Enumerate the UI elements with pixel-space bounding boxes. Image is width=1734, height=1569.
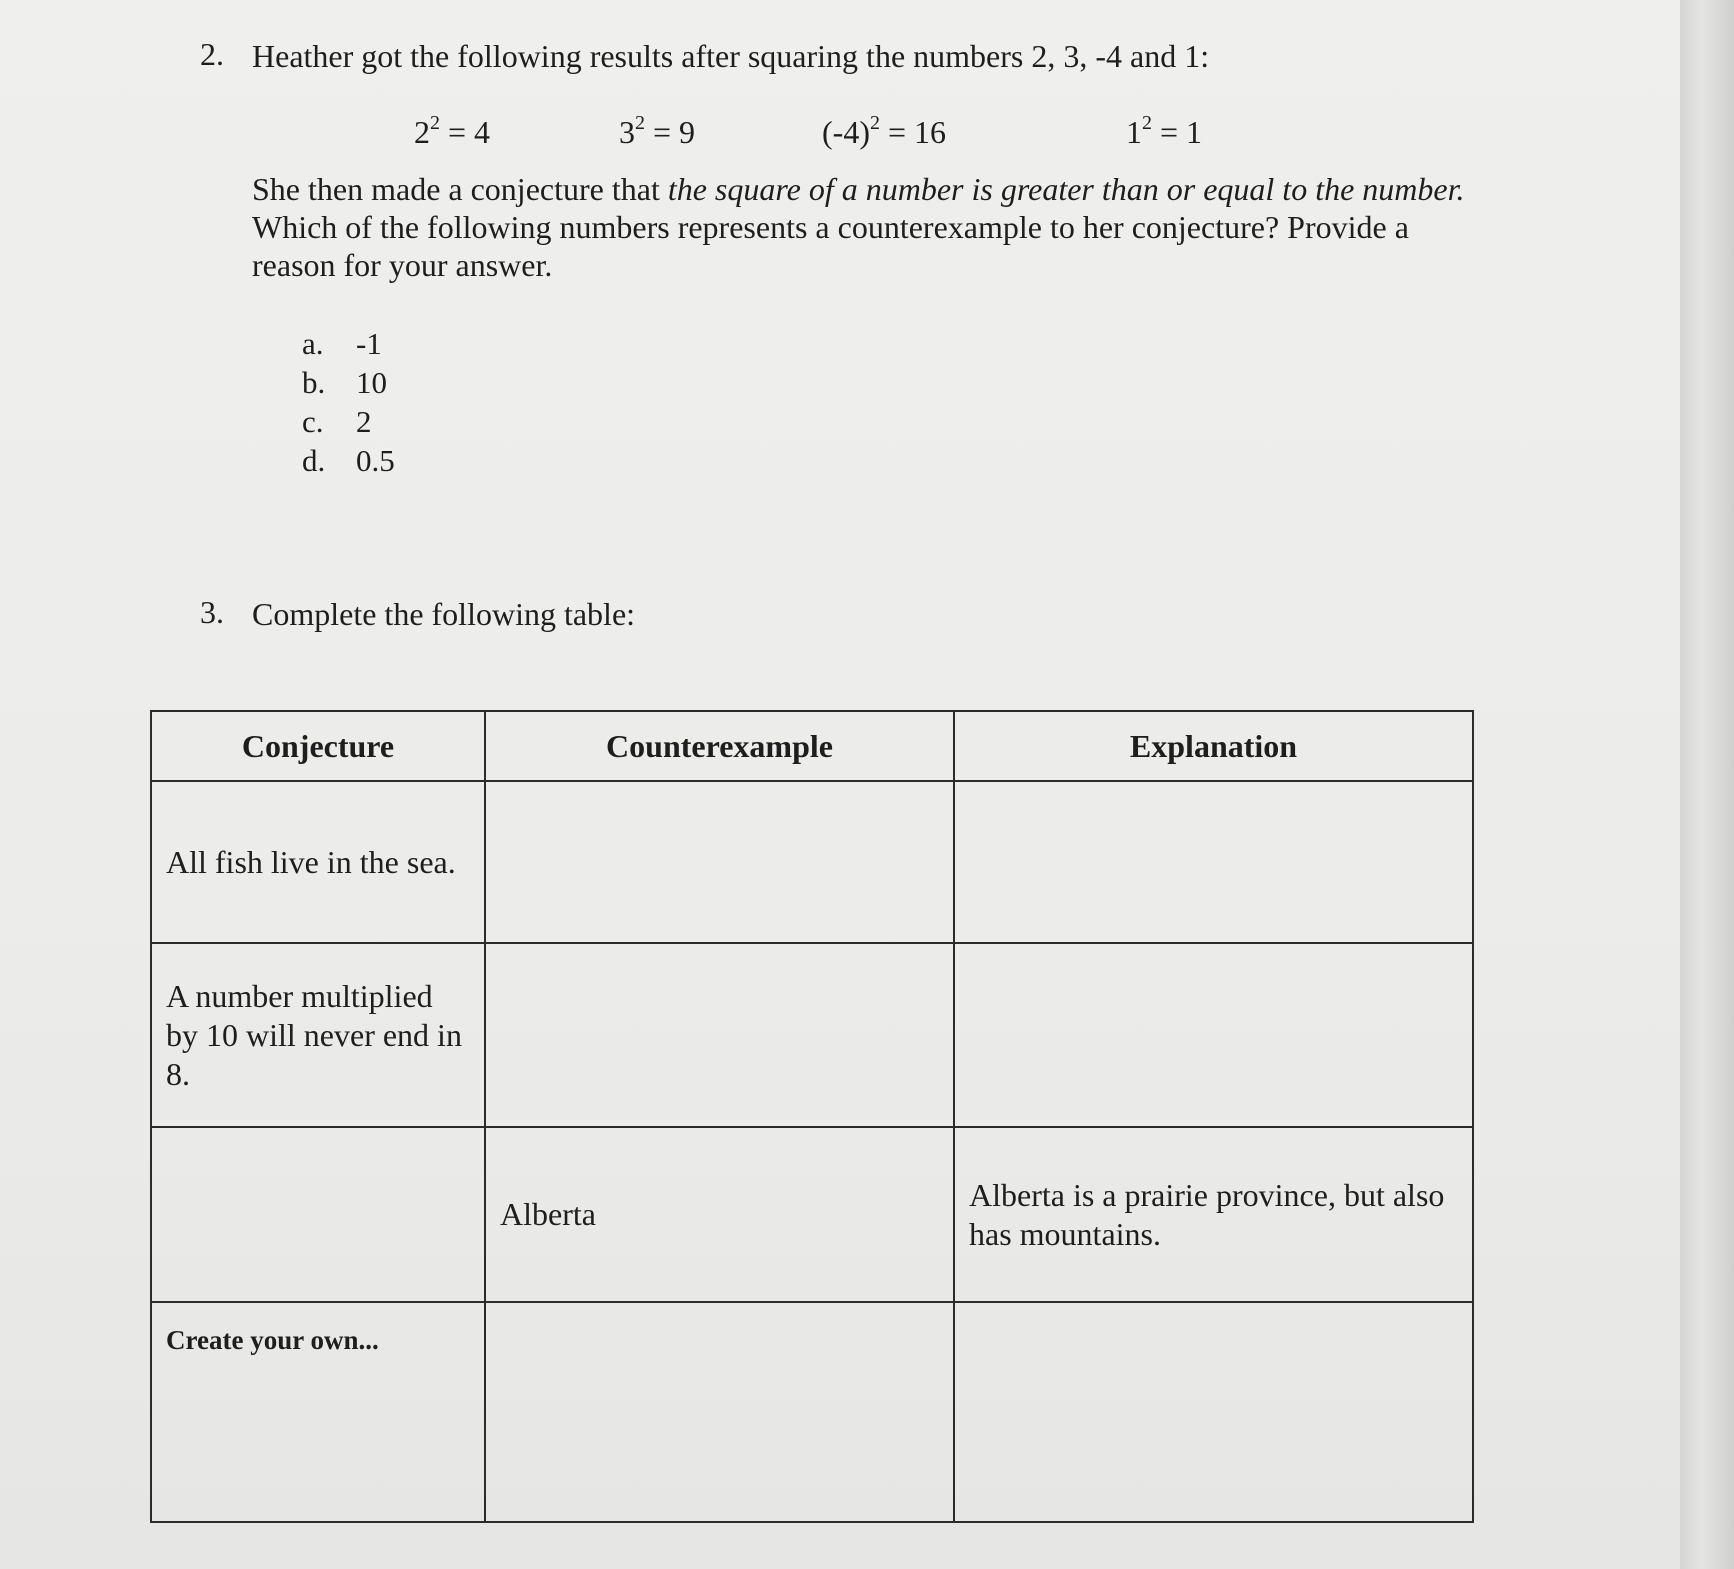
cell-counterexample[interactable] — [485, 781, 954, 943]
conjecture-paragraph: She then made a conjecture that the square of a number is greater than or equal to the number. Which of the following numbers represents a counterexample to her conjecture? Provide a reason for your answer. — [252, 171, 1465, 283]
table-row — [151, 1127, 1473, 1302]
answer-options — [302, 324, 395, 480]
option-d: d. 0.5 — [302, 443, 395, 478]
header-counterexample: Counterexample — [485, 711, 954, 781]
cell-counterexample: Alberta — [485, 1127, 954, 1302]
equation-2: $3^2 = 9$ — [619, 112, 696, 150]
conjecture-italic: the square of a number is greater than or equal to the number. — [667, 171, 1465, 207]
header-explanation: Explanation — [954, 711, 1473, 781]
question-3-text: Complete the following table: — [252, 596, 636, 632]
option-b: b. 10 — [302, 365, 387, 400]
page-edge-background — [1680, 0, 1734, 1569]
cell-conjecture: All fish live in the sea. — [151, 781, 485, 943]
equation-3: $(-4)^2 = 16$ — [822, 112, 947, 150]
option-c: c. 2 — [302, 404, 372, 439]
equation-4: $1^2 = 1$ — [1126, 112, 1203, 150]
table-row — [151, 781, 1473, 943]
question-2-number: 2. — [200, 36, 224, 72]
cell-create-your-own[interactable]: Create your own... — [151, 1302, 485, 1522]
cell-explanation[interactable] — [954, 943, 1473, 1127]
cell-explanation[interactable] — [954, 1302, 1473, 1522]
conjecture-table — [150, 710, 1474, 1523]
table-header-row — [151, 711, 1473, 781]
cell-explanation[interactable] — [954, 781, 1473, 943]
cell-counterexample[interactable] — [485, 1302, 954, 1522]
question-2-intro: Heather got the following results after squaring the numbers 2, 3, -4 and 1: — [252, 38, 1210, 74]
table-row — [151, 943, 1473, 1127]
cell-explanation: Alberta is a prairie province, but also has mountains. — [954, 1127, 1473, 1302]
cell-conjecture[interactable] — [151, 1127, 485, 1302]
table-row — [151, 1302, 1473, 1522]
question-3-number: 3. — [200, 594, 224, 630]
cell-conjecture: A number multiplied by 10 will never end in 8. — [151, 943, 485, 1127]
cell-counterexample[interactable] — [485, 943, 954, 1127]
header-conjecture: Conjecture — [151, 711, 485, 781]
equation-1: $2^2 = 4$ — [414, 112, 491, 150]
option-a: a. -1 — [302, 326, 382, 361]
